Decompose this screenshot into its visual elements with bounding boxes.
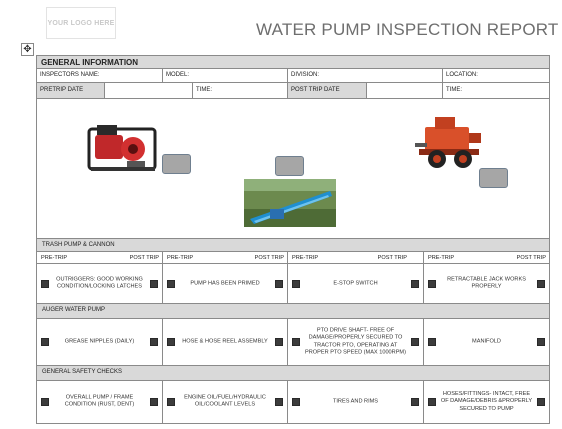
trip-dates-row bbox=[37, 83, 549, 99]
pretrip-checkbox-icon[interactable] bbox=[292, 338, 300, 346]
checklist-item: OVERALL PUMP / FRAME CONDITION (RUST, DENT) bbox=[37, 381, 163, 423]
auger-section-header: AUGER WATER PUMP bbox=[37, 304, 549, 319]
posttrip-checkbox-icon[interactable] bbox=[150, 338, 158, 346]
checklist-item: TIRES AND RIMS bbox=[288, 381, 424, 423]
annotation-box-3[interactable] bbox=[479, 168, 508, 188]
posttrip-checkbox-icon[interactable] bbox=[150, 398, 158, 406]
pretrip-checkbox-icon[interactable] bbox=[167, 398, 175, 406]
posttrip-checkbox-icon[interactable] bbox=[275, 280, 283, 288]
posttrip-checkbox-icon[interactable] bbox=[275, 398, 283, 406]
pretrip-checkbox-icon[interactable] bbox=[428, 398, 436, 406]
pretrip-date-field[interactable] bbox=[105, 83, 193, 98]
trash-section-header: TRASH PUMP & CANNON bbox=[37, 239, 549, 252]
inspector-name-field[interactable]: INSPECTORS NAME: bbox=[37, 69, 163, 82]
annotation-box-1[interactable] bbox=[162, 154, 191, 174]
checklist-item: E-STOP SWITCH bbox=[288, 264, 424, 303]
trash-pump-image bbox=[87, 121, 159, 176]
auger-items-row bbox=[37, 319, 549, 366]
pretrip-checkbox-icon[interactable] bbox=[292, 398, 300, 406]
checklist-item: ENGINE OIL/FUEL/HYDRAULIC OIL/COOLANT LEVELS bbox=[163, 381, 288, 423]
checklist-item: PTO DRIVE SHAFT- FREE OF DAMAGE/PROPERLY SECURED TO TRACTOR PTO, OPERATING AT PROPER PTO SPEED (MAX 1000RPM) bbox=[288, 319, 424, 365]
posttrip-checkbox-icon[interactable] bbox=[411, 338, 419, 346]
post-trip-label: POST TRIP bbox=[516, 255, 546, 261]
general-section-title: GENERAL INFORMATION bbox=[41, 58, 139, 67]
safety-section-header: GENERAL SAFETY CHECKS bbox=[37, 366, 549, 381]
pretrip-checkbox-icon[interactable] bbox=[167, 338, 175, 346]
posttrip-checkbox-icon[interactable] bbox=[537, 398, 545, 406]
posttrip-checkbox-icon[interactable] bbox=[411, 398, 419, 406]
inspection-table bbox=[36, 55, 550, 424]
trash-items-row bbox=[37, 264, 549, 304]
checklist-item: HOSE & HOSE REEL ASSEMBLY bbox=[163, 319, 288, 365]
safety-items-row bbox=[37, 381, 549, 423]
post-trip-label: POST TRIP bbox=[254, 255, 284, 261]
time1-field[interactable]: TIME: bbox=[193, 83, 288, 98]
division-field[interactable]: DIVISION: bbox=[288, 69, 443, 82]
pretrip-checkbox-icon[interactable] bbox=[292, 280, 300, 288]
pre-trip-label: PRE-TRIP bbox=[167, 255, 194, 261]
trip-labels-row bbox=[37, 252, 549, 264]
pretrip-checkbox-icon[interactable] bbox=[167, 280, 175, 288]
time2-field[interactable]: TIME: bbox=[446, 87, 462, 93]
auger-pump-image bbox=[244, 179, 336, 227]
annotation-box-2[interactable] bbox=[275, 156, 304, 176]
checklist-item: MANIFOLD bbox=[424, 319, 549, 365]
mobile-pump-image bbox=[415, 113, 485, 171]
posttrip-checkbox-icon[interactable] bbox=[537, 280, 545, 288]
pre-trip-label: PRE-TRIP bbox=[292, 255, 319, 261]
pretrip-date-label: PRETRIP DATE bbox=[37, 83, 105, 98]
company-logo: YOUR LOGO HERE bbox=[46, 7, 116, 39]
checklist-item: OUTRIGGERS: GOOD WORKING CONDITION/LOCKING LATCHES bbox=[37, 264, 163, 303]
posttrip-checkbox-icon[interactable] bbox=[275, 338, 283, 346]
pre-trip-label: PRE-TRIP bbox=[428, 255, 455, 261]
post-trip-label: POST TRIP bbox=[377, 255, 407, 261]
photo-row bbox=[37, 99, 549, 239]
pretrip-checkbox-icon[interactable] bbox=[428, 338, 436, 346]
post-trip-label: POST TRIP bbox=[129, 255, 159, 261]
posttrip-date-field[interactable] bbox=[367, 83, 443, 98]
report-title: WATER PUMP INSPECTION REPORT bbox=[256, 20, 559, 39]
posttrip-date-label: POST TRIP DATE bbox=[288, 83, 367, 98]
checklist-item: HOSES/FITTINGS- INTACT, FREE OF DAMAGE/DEBRIS &PROPERLY SECURED TO PUMP bbox=[424, 381, 549, 423]
checklist-item: GREASE NIPPLES (DAILY) bbox=[37, 319, 163, 365]
pretrip-checkbox-icon[interactable] bbox=[41, 280, 49, 288]
model-field[interactable]: MODEL: bbox=[163, 69, 288, 82]
posttrip-checkbox-icon[interactable] bbox=[537, 338, 545, 346]
pretrip-checkbox-icon[interactable] bbox=[41, 398, 49, 406]
checklist-item: PUMP HAS BEEN PRIMED bbox=[163, 264, 288, 303]
table-move-handle-icon[interactable]: ✥ bbox=[21, 43, 34, 56]
pretrip-checkbox-icon[interactable] bbox=[41, 338, 49, 346]
posttrip-checkbox-icon[interactable] bbox=[411, 280, 419, 288]
checklist-item: RETRACTABLE JACK WORKS PROPERLY bbox=[424, 264, 549, 303]
posttrip-checkbox-icon[interactable] bbox=[150, 280, 158, 288]
pre-trip-label: PRE-TRIP bbox=[41, 255, 68, 261]
general-section-header bbox=[37, 56, 549, 69]
general-fields-row bbox=[37, 69, 549, 83]
pretrip-checkbox-icon[interactable] bbox=[428, 280, 436, 288]
location-field[interactable]: LOCATION: bbox=[446, 72, 478, 78]
